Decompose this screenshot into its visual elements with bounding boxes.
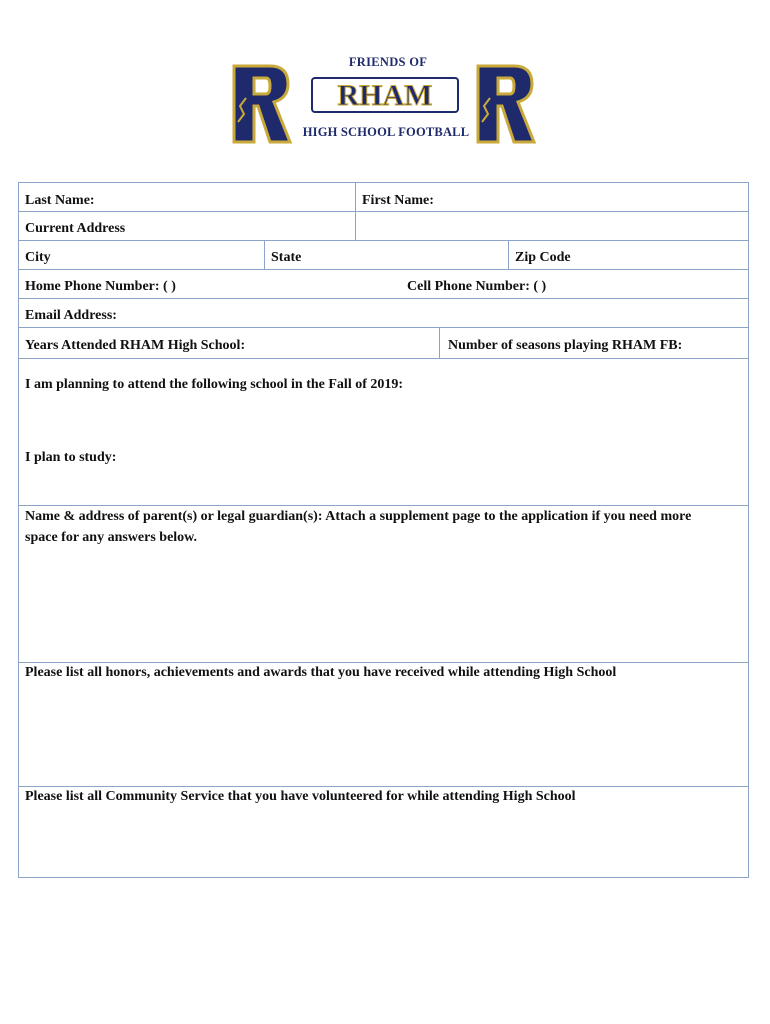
logo-friends-of-text: FRIENDS OF [348,55,428,69]
seasons-playing-label: Number of seasons playing RHAM FB: [448,338,683,353]
phone-row [19,270,748,299]
friends-of-rham-logo [228,52,546,148]
zip-code-label: Zip Code [515,250,571,265]
first-name-field[interactable] [355,183,748,211]
cell-phone-field[interactable] [399,270,748,298]
logo-rham-text: RHAM [337,79,433,112]
years-attended-field[interactable] [19,328,439,358]
parents-row[interactable] [19,506,748,663]
varsity-r-letter-left [230,62,294,146]
cell-phone-label: Cell Phone Number: ( ) [407,279,547,294]
address-row [19,212,748,241]
email-label: Email Address: [25,308,117,323]
plan-study-label: I plan to study: [25,450,117,465]
honors-row[interactable] [19,663,748,787]
planning-school-label: I am planning to attend the following school in the Fall of 2019: [25,377,404,392]
school-plans-row[interactable] [19,359,748,506]
home-phone-field[interactable] [19,270,399,298]
home-phone-label: Home Phone Number: ( ) [25,279,176,294]
current-address-extra-field[interactable] [355,212,748,240]
email-row [19,299,748,328]
city-label: City [25,250,51,265]
community-service-label: Please list all Community Service that you have volunteered for while attending High School [25,789,576,804]
name-row [19,183,748,212]
city-state-zip-row [19,241,748,270]
logo-high-school-football-text: HIGH SCHOOL FOOTBALL [302,125,470,139]
years-seasons-row [19,328,748,359]
application-form [18,182,749,878]
parents-label: Name & address of parent(s) or legal guardian(s): Attach a supplement page to the application if you need more space for any answers below. [25,509,692,545]
state-label: State [271,250,302,265]
city-field[interactable] [19,241,264,269]
email-field[interactable] [19,299,748,327]
current-address-label: Current Address [25,221,126,236]
first-name-label: First Name: [362,193,434,208]
years-attended-label: Years Attended RHAM High School: [25,338,246,353]
last-name-label: Last Name: [25,193,95,208]
logo-rham-wordmark [310,76,460,114]
seasons-playing-field[interactable] [439,328,748,358]
community-service-row[interactable] [19,787,748,877]
varsity-r-letter-right [474,62,538,146]
zip-code-field[interactable] [508,241,748,269]
last-name-field[interactable] [19,183,355,211]
current-address-field[interactable] [19,212,355,240]
state-field[interactable] [264,241,508,269]
honors-label: Please list all honors, achievements and awards that you have received while attending High School [25,665,617,680]
